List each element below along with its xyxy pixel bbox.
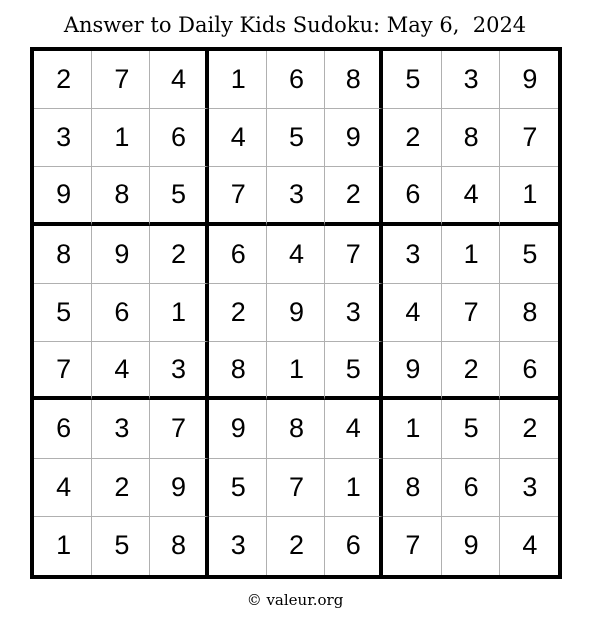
sudoku-cell-r9-c1: 1 <box>34 517 92 575</box>
sudoku-cell-r1-c3: 4 <box>150 51 208 109</box>
sudoku-cell-r7-c5: 8 <box>267 400 325 458</box>
sudoku-cell-r4-c7: 3 <box>383 226 441 284</box>
sudoku-cell-r8-c9: 3 <box>500 459 558 517</box>
sudoku-cell-r2-c3: 6 <box>150 109 208 167</box>
sudoku-cell-r2-c1: 3 <box>34 109 92 167</box>
sudoku-cell-r7-c6: 4 <box>325 400 383 458</box>
sudoku-cell-r9-c3: 8 <box>150 517 208 575</box>
sudoku-cell-r6-c3: 3 <box>150 342 208 400</box>
sudoku-cell-r9-c5: 2 <box>267 517 325 575</box>
sudoku-cell-r1-c6: 8 <box>325 51 383 109</box>
sudoku-cell-r5-c7: 4 <box>383 284 441 342</box>
sudoku-cell-r7-c1: 6 <box>34 400 92 458</box>
sudoku-cell-r6-c4: 8 <box>209 342 267 400</box>
sudoku-cell-r4-c3: 2 <box>150 226 208 284</box>
sudoku-cell-r9-c9: 4 <box>522 530 538 561</box>
sudoku-cell-r7-c9: 2 <box>500 400 558 458</box>
sudoku-cell-r1-c5: 6 <box>267 51 325 109</box>
sudoku-cell-r8-c3: 9 <box>150 459 208 517</box>
sudoku-cell-r3-c4: 7 <box>209 167 267 225</box>
sudoku-cell-r8-c4: 5 <box>209 459 267 517</box>
sudoku-cell-r4-c4: 6 <box>209 226 267 284</box>
sudoku-cell-r3-c5: 3 <box>267 167 325 225</box>
sudoku-cell-r6-c2: 4 <box>92 342 150 400</box>
sudoku-cell-r3-c2: 8 <box>92 167 150 225</box>
sudoku-cell-r7-c4: 9 <box>209 400 267 458</box>
copyright-footer: © valeur.org <box>246 591 344 609</box>
sudoku-cell-r7-c8: 5 <box>442 400 500 458</box>
sudoku-cell-r5-c9: 8 <box>500 284 558 342</box>
sudoku-cell-r5-c1: 5 <box>34 284 92 342</box>
sudoku-cell-r6-c8: 2 <box>442 342 500 400</box>
sudoku-cell-r3-c3: 5 <box>150 167 208 225</box>
sudoku-cell-r1-c1: 2 <box>34 51 92 109</box>
sudoku-cell-r1-c9: 9 <box>500 51 558 109</box>
sudoku-cell-r6-c7: 9 <box>383 342 441 400</box>
sudoku-cell-r4-c6: 7 <box>325 226 383 284</box>
sudoku-cell-r9-c8: 9 <box>442 517 500 575</box>
sudoku-cell-r4-c5: 4 <box>267 226 325 284</box>
sudoku-cell-r4-c9: 5 <box>500 226 558 284</box>
sudoku-cell-r6-c1: 7 <box>34 342 92 400</box>
sudoku-cell-r1-c7: 5 <box>383 51 441 109</box>
sudoku-cell-r2-c7: 2 <box>383 109 441 167</box>
sudoku-cell-r2-c6: 9 <box>325 109 383 167</box>
sudoku-cell-r1-c8: 3 <box>442 51 500 109</box>
sudoku-cell-r4-c2: 9 <box>92 226 150 284</box>
sudoku-cell-r3-c7: 6 <box>383 167 441 225</box>
sudoku-cell-r3-c9: 1 <box>500 167 558 225</box>
sudoku-cell-r5-c8: 7 <box>442 284 500 342</box>
sudoku-cell-r7-c2: 3 <box>92 400 150 458</box>
sudoku-cell-r2-c2: 1 <box>92 109 150 167</box>
sudoku-cell-r8-c2: 2 <box>92 459 150 517</box>
sudoku-cell-r3-c6: 2 <box>325 167 383 225</box>
sudoku-cell-r1-c4: 1 <box>209 51 267 109</box>
sudoku-cell-r1-c2: 7 <box>92 51 150 109</box>
sudoku-cell-r5-c4: 2 <box>209 284 267 342</box>
sudoku-cell-r7-c3: 7 <box>150 400 208 458</box>
sudoku-cell-r3-c8: 4 <box>442 167 500 225</box>
sudoku-cell-r6-c6: 5 <box>325 342 383 400</box>
sudoku-cell-r8-c5: 7 <box>267 459 325 517</box>
sudoku-cell-r2-c9: 7 <box>500 109 558 167</box>
sudoku-cell-r2-c5: 5 <box>267 109 325 167</box>
sudoku-cell-r8-c1: 4 <box>34 459 92 517</box>
sudoku-cell-r7-c7: 1 <box>383 400 441 458</box>
sudoku-cell-r2-c8: 8 <box>442 109 500 167</box>
sudoku-cell-r8-c7: 8 <box>383 459 441 517</box>
sudoku-cell-r4-c1: 8 <box>34 226 92 284</box>
sudoku-cell-r8-c8: 6 <box>442 459 500 517</box>
sudoku-cell-r3-c1: 9 <box>34 167 92 225</box>
sudoku-cell-r4-c8: 1 <box>442 226 500 284</box>
sudoku-cell-r5-c6: 3 <box>325 284 383 342</box>
page-title: Answer to Daily Kids Sudoku: May 6, 2024 <box>63 13 527 37</box>
sudoku-cell-r9-c2: 5 <box>92 517 150 575</box>
sudoku-cell-r5-c3: 1 <box>150 284 208 342</box>
sudoku-cell-r9-c6: 6 <box>325 517 383 575</box>
sudoku-cell-r5-c5: 9 <box>267 284 325 342</box>
sudoku-cell-r5-c2: 6 <box>92 284 150 342</box>
sudoku-cell-r8-c6: 1 <box>325 459 383 517</box>
sudoku-cell-r9-c7: 7 <box>383 517 441 575</box>
sudoku-cell-r6-c5: 1 <box>267 342 325 400</box>
sudoku-cell-r6-c9: 6 <box>500 342 558 400</box>
sudoku-cell-r9-c4: 3 <box>209 517 267 575</box>
sudoku-cell-r2-c4: 4 <box>209 109 267 167</box>
sudoku-board <box>30 47 562 579</box>
